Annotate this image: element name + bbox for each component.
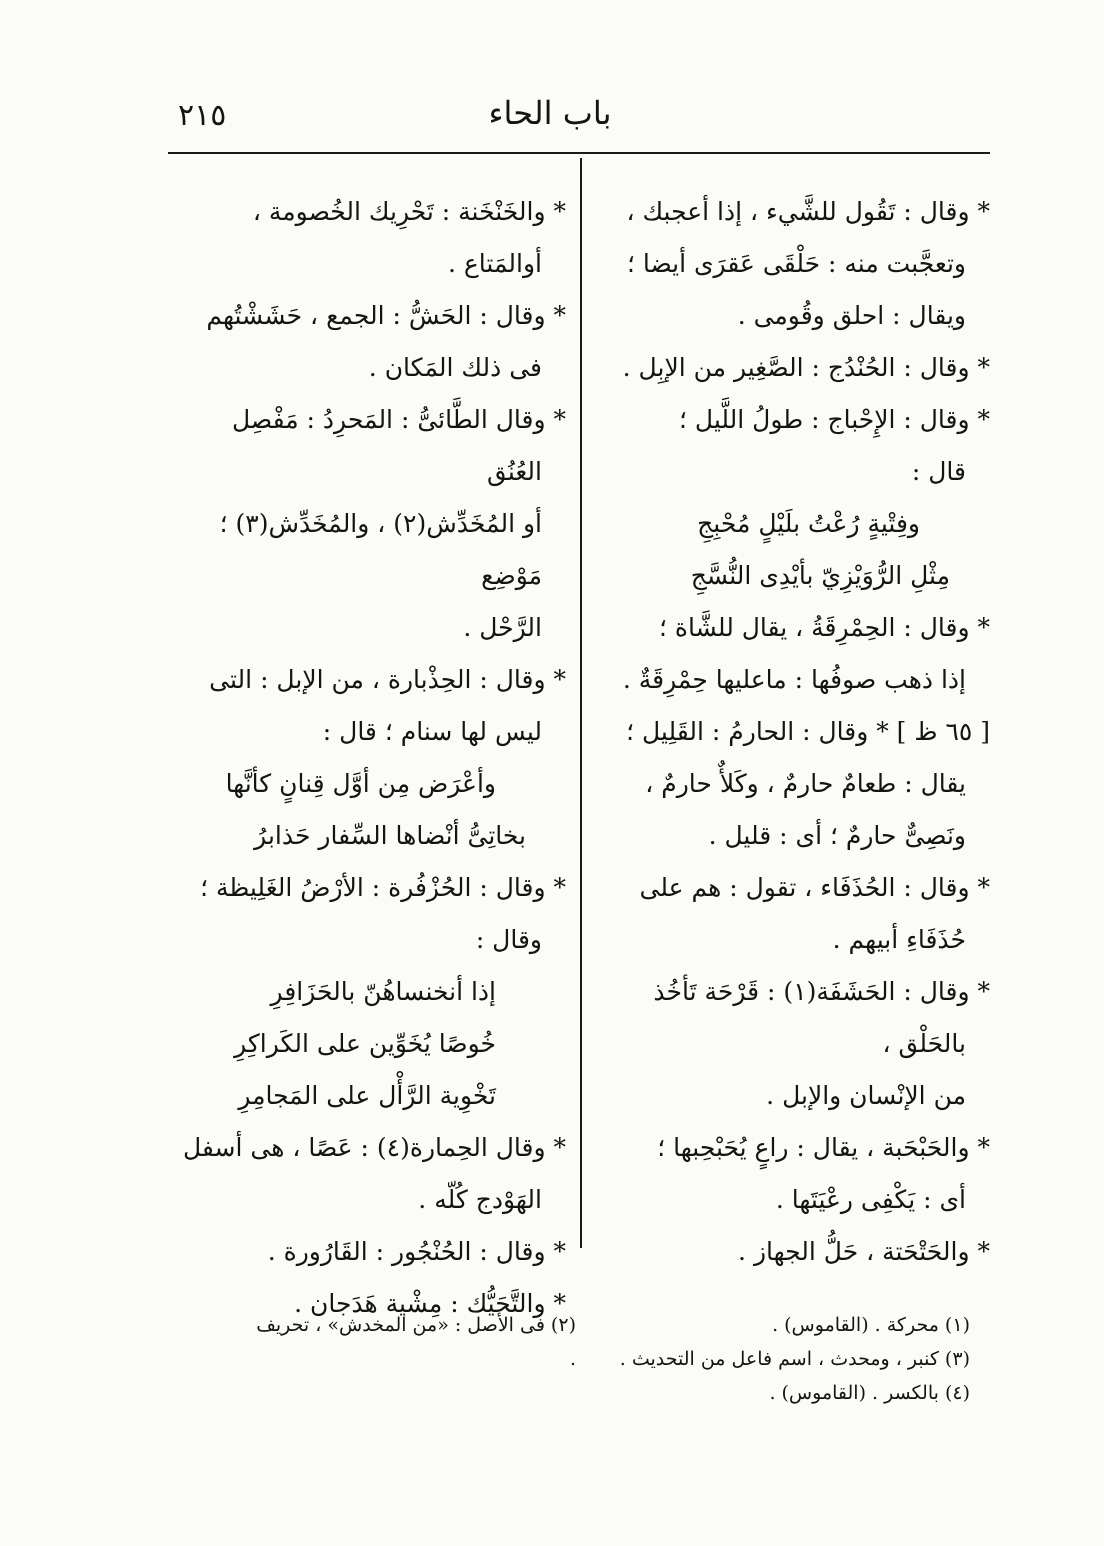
- entry-line: * والخَنْخَنة : تَحْرِيك الخُصومة ،: [252, 197, 566, 226]
- entry-line: أوالمَتاع .: [447, 249, 542, 278]
- entry-line: * وقال : الحُنْجُور : القَارُورة .: [267, 1237, 566, 1266]
- entry-line: * وقال : الحَشَفَة(١) : قَرْحَة تَأخُذ بالحَلْق ،: [653, 977, 990, 1058]
- entry-line: فى ذلك المَكان .: [368, 353, 542, 382]
- entry-line: أو المُخَدِّش(٢) ، والمُخَدِّش(٣) ؛ مَوْضِع: [219, 509, 542, 590]
- footnotes-right: [600, 1308, 970, 1410]
- footnote: (٤) بالكسر . (القاموس) .: [769, 1382, 970, 1404]
- entry-line: * وقال : الحُنْدُج : الصَّغِير من الإبِل .: [622, 353, 990, 382]
- entry-line: وقال :: [475, 925, 542, 954]
- verse-line: خُوصًا يُخَوِّين على الكَراكِرِ: [234, 1029, 496, 1058]
- verse-line: تَخْوِية الرَّأْل على المَجامِرِ: [238, 1081, 496, 1110]
- footnote: (٣) كنبر ، ومحدث ، اسم فاعل من التحديث .: [619, 1348, 970, 1370]
- header-rule: [168, 152, 990, 154]
- entry-line: * وقال الطَّائىُّ : المَحرِدُ : مَفْصِل العُنُق: [231, 405, 566, 486]
- column-divider: [580, 158, 582, 1248]
- right-column: [608, 186, 990, 1278]
- verse-line: مِثْلِ الرُّوَيْزِيّ بأيْدِى النُّسَّجِ: [690, 561, 950, 590]
- entry-line: [ ٦٥ ظ ] * وقال : الحارمُ : القَلِيل ؛: [626, 717, 990, 746]
- entry-line: * والحَتْحَتة ، حَلُّ الجهاز .: [738, 1237, 990, 1266]
- entry-line: ويقال : احلق وقُومى .: [737, 301, 966, 330]
- verse-line: بخاتِىُّ أنْضاها السِّفار حَذابرُ: [254, 821, 526, 850]
- entry-line: * وقال : الإِحْباج : طولُ اللَّيل ؛: [679, 405, 990, 434]
- footnote: (١) محركة . (القاموس) .: [772, 1314, 970, 1336]
- entry-line: * وقال : تَقُول للشَّيء ، إذا أعجبك ،: [626, 197, 990, 226]
- entry-line: وتعجَّبت منه : حَلْقَى عَقرَى أيضا ؛: [626, 249, 966, 278]
- running-head: باب الحاء: [488, 94, 612, 132]
- entry-line: * وقال : الحَشُّ : الجمع ، حَشَشْتُهم: [206, 301, 566, 330]
- entry-line: من الإنْسان والإبل .: [766, 1081, 966, 1110]
- left-column: [174, 186, 566, 1330]
- entry-line: * وقال : الحُذَفَاء ، تقول : هم على: [639, 873, 990, 902]
- entry-line: ليس لها سنام ؛ قال :: [322, 717, 542, 746]
- entry-line: إذا ذهب صوفُها : ماعليها حِمْرِقَةٌ .: [622, 665, 966, 694]
- entry-line: * وقال : الحِذْبارة ، من الإبل : التى: [209, 665, 566, 694]
- footnote: (٢) فى الأصل : «من المخدش» ، تحريف .: [256, 1314, 576, 1370]
- entry-line: حُذَفَاءِ أبيهم .: [832, 925, 966, 954]
- entry-line: قال :: [911, 457, 966, 486]
- entry-line: يقال : طعامٌ حارمٌ ، وكَلأٌ حارمٌ ،: [645, 769, 966, 798]
- verse-line: إذا أنخنساهُنّ بالحَزَافِرِ: [270, 977, 496, 1006]
- verse-line: وأعْرَض مِن أوَّل قِنانٍ كأنَّها: [225, 769, 496, 798]
- entry-line: الهَوْدج كُلّه .: [418, 1185, 542, 1214]
- entry-line: * وقال الحِمارة(٤) : عَصًا ، هى أسفل: [182, 1133, 566, 1162]
- verse-line: وفِتْيةٍ رُعْتُ بلَيْلٍ مُحْبِجِ: [697, 509, 920, 538]
- entry-line: * وقال : الحُزْفُرة : الأرْضُ الغَلِيظة ؛: [200, 873, 566, 902]
- entry-line: أى : يَكْفِى رعْيَتَها .: [775, 1185, 966, 1214]
- entry-line: ونَصِىٌّ حارمٌ ؛ أى : قليل .: [708, 821, 966, 850]
- footnotes-left: [250, 1308, 576, 1376]
- entry-line: * وقال : الحِمْرِقَةُ ، يقال للشَّاة ؛: [659, 613, 990, 642]
- entry-line: * والتَّحَيُّك : مِشْية هَدَجان .: [294, 1289, 566, 1318]
- page-number: ٢١٥: [178, 98, 227, 133]
- entry-line: الرَّحْل .: [463, 613, 542, 642]
- entry-line: * والحَبْحَبة ، يقال : راعٍ يُحَبْحِبها ؛: [657, 1133, 990, 1162]
